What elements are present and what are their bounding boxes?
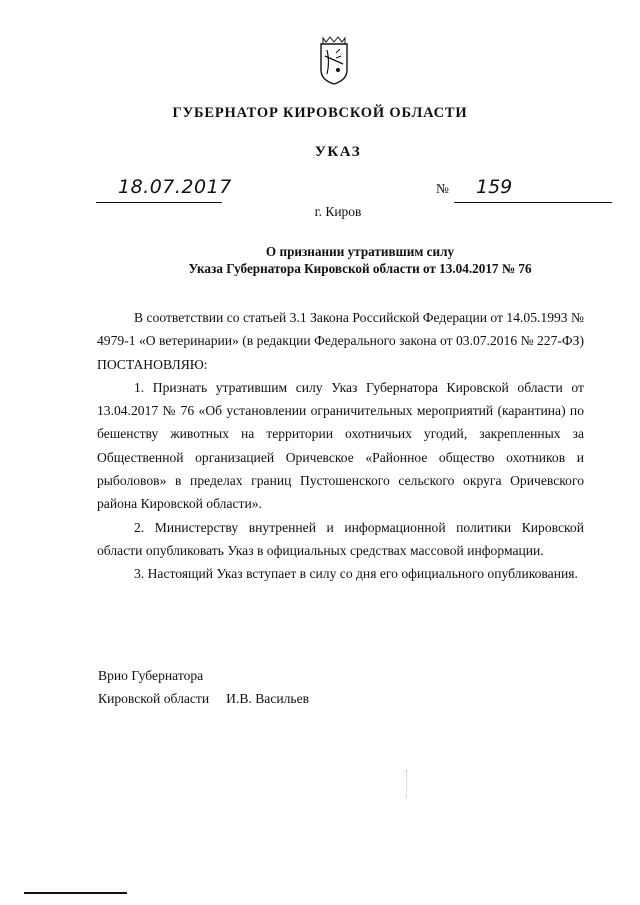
- body-item: 3. Настоящий Указ вступает в силу со дня его официального опубликования.: [134, 566, 578, 582]
- scan-artifact: [406, 770, 407, 798]
- date-underline: [96, 202, 222, 203]
- signature-block: [98, 665, 309, 710]
- city-line: г. Киров: [314, 204, 362, 219]
- subject-line: О признании утратившим силу: [265, 244, 455, 259]
- body-item: 2. Министерству внутренней и информационной политики Кировской области опубликовать Указ в официальных средствах массовой информации.: [97, 519, 584, 558]
- number-underline: [454, 202, 612, 203]
- number-label: №: [436, 181, 449, 196]
- preamble-paragraph: В соответствии со статьей 3.1 Закона Российской Федерации от 14.05.1993 № 4979-1 «О ветеринарии» (в редакции Федерального закона от 03.07.2016 № 227-ФЗ) ПОСТАНОВЛЯЮ:: [97, 310, 584, 372]
- issuing-authority: ГУБЕРНАТОР КИРОВСКОЙ ОБЛАСТИ: [172, 105, 468, 121]
- signatory-name: И.В. Васильев: [226, 690, 310, 706]
- coat-of-arms-icon: [318, 36, 350, 86]
- signatory-title: Кировской области: [98, 690, 210, 706]
- subject-line: Указа Губернатора Кировской области от 13.04.2017 № 76: [188, 261, 532, 276]
- document-type: УКАЗ: [314, 144, 362, 160]
- document-subject: [60, 243, 640, 277]
- document-body: [97, 306, 584, 586]
- footer-rule: [24, 892, 127, 894]
- handwritten-number: 159: [476, 176, 513, 198]
- body-item: 1. Признать утратившим силу Указ Губернатора Кировской области от 13.04.2017 № 76 «Об установлении ограничительных мероприятий (карантина) по бешенству животных на территории охотничьих угодий, закрепленных за Общественной организацией Оричевское «Районное общество охотников и рыболовов» в пределах границ Пустошенского сельского округа Оричевского района Кировской области».: [97, 379, 584, 512]
- signatory-title: Врио Губернатора: [98, 668, 204, 683]
- handwritten-date: 18.07.2017: [118, 176, 232, 198]
